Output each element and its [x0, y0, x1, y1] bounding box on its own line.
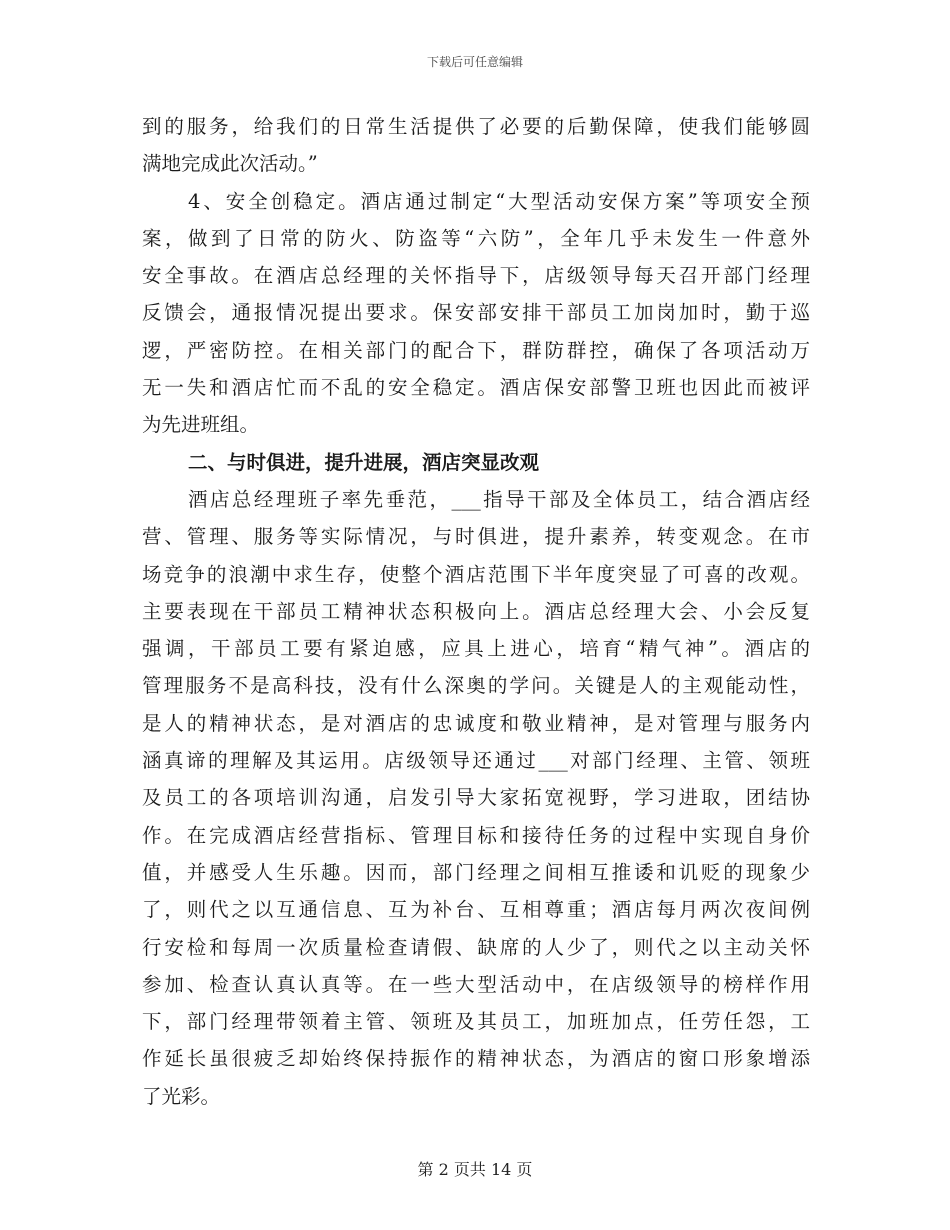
text-line: 管理服务不是高科技，没有什么深奥的学问。关键是人的主观能动性，	[142, 674, 810, 698]
text-line: 安全事故。在酒店总经理的关怀指导下，店级领导每天召开部门经理	[142, 264, 810, 288]
text-line: 参加、检查认真认真等。在一些大型活动中，在店级领导的榜样作用	[142, 972, 810, 996]
text-line: 反馈会，通报情况提出要求。保安部安排干部员工加岗加时，勤于巡	[142, 301, 810, 325]
text-line: 是人的精神状态，是对酒店的忠诚度和敬业精神，是对管理与服务内	[142, 711, 810, 735]
text-line: 下，部门经理带领着主管、领班及其员工，加班加点，任劳任怨，工	[142, 1010, 810, 1034]
text-line: 案，做到了日常的防火、防盗等“六防”，全年几乎未发生一件意外	[142, 226, 810, 250]
text-line: 作延长虽很疲乏却始终保持振作的精神状态，为酒店的窗口形象增添	[142, 1047, 810, 1071]
text-line: 强调，干部员工要有紧迫感，应具上进心，培育“精气神”。酒店的	[142, 637, 810, 661]
text-line: 作。在完成酒店经营指标、管理目标和接待任务的过程中实现自身价	[142, 823, 810, 847]
text-line: 酒店总经理班子率先垂范，___指导干部及全体员工，结合酒店经	[188, 487, 810, 511]
page-header: 下载后可任意编辑	[426, 55, 523, 69]
text-line: 满地完成此次活动。”	[142, 152, 318, 176]
page-number: 第 2 页共 14 页	[417, 1160, 533, 1179]
text-line: 涵真谛的理解及其运用。店级领导还通过___对部门经理、主管、领班	[142, 749, 810, 773]
text-line: 行安检和每周一次质量检查请假、缺席的人少了，则代之以主动关怀	[142, 935, 810, 959]
text-line: 值，并感受人生乐趣。因而，部门经理之间相互推诿和讥贬的现象少	[142, 860, 810, 884]
text-line: 无一失和酒店忙而不乱的安全稳定。酒店保安部警卫班也因此而被评	[142, 376, 810, 400]
text-line: 场竞争的浪潮中求生存，使整个酒店范围下半年度突显了可喜的改观。	[142, 562, 810, 586]
text-line: 主要表现在干部员工精神状态积极向上。酒店总经理大会、小会反复	[142, 599, 810, 623]
text-line: 及员工的各项培训沟通，启发引导大家拓宽视野，学习进取，团结协	[142, 786, 810, 810]
text-line: 了，则代之以互通信息、互为补台、互相尊重；酒店每月两次夜间例	[142, 898, 810, 922]
text-line: 了光彩。	[142, 1084, 221, 1108]
document-body	[142, 108, 810, 1115]
text-line: 为先进班组。	[142, 413, 260, 437]
text-line: 营、管理、服务等实际情况，与时俱进，提升素养，转变观念。在市	[142, 525, 810, 549]
section-heading: 二、与时俱进，提升进展，酒店突显改观	[188, 450, 540, 474]
text-line: 到的服务，给我们的日常生活提供了必要的后勤保障，使我们能够圆	[142, 115, 810, 138]
text-line: 逻，严密防控。在相关部门的配合下，群防群控，确保了各项活动万	[142, 338, 810, 362]
text-line: 4、安全创稳定。酒店通过制定“大型活动安保方案”等项安全预	[188, 189, 810, 213]
